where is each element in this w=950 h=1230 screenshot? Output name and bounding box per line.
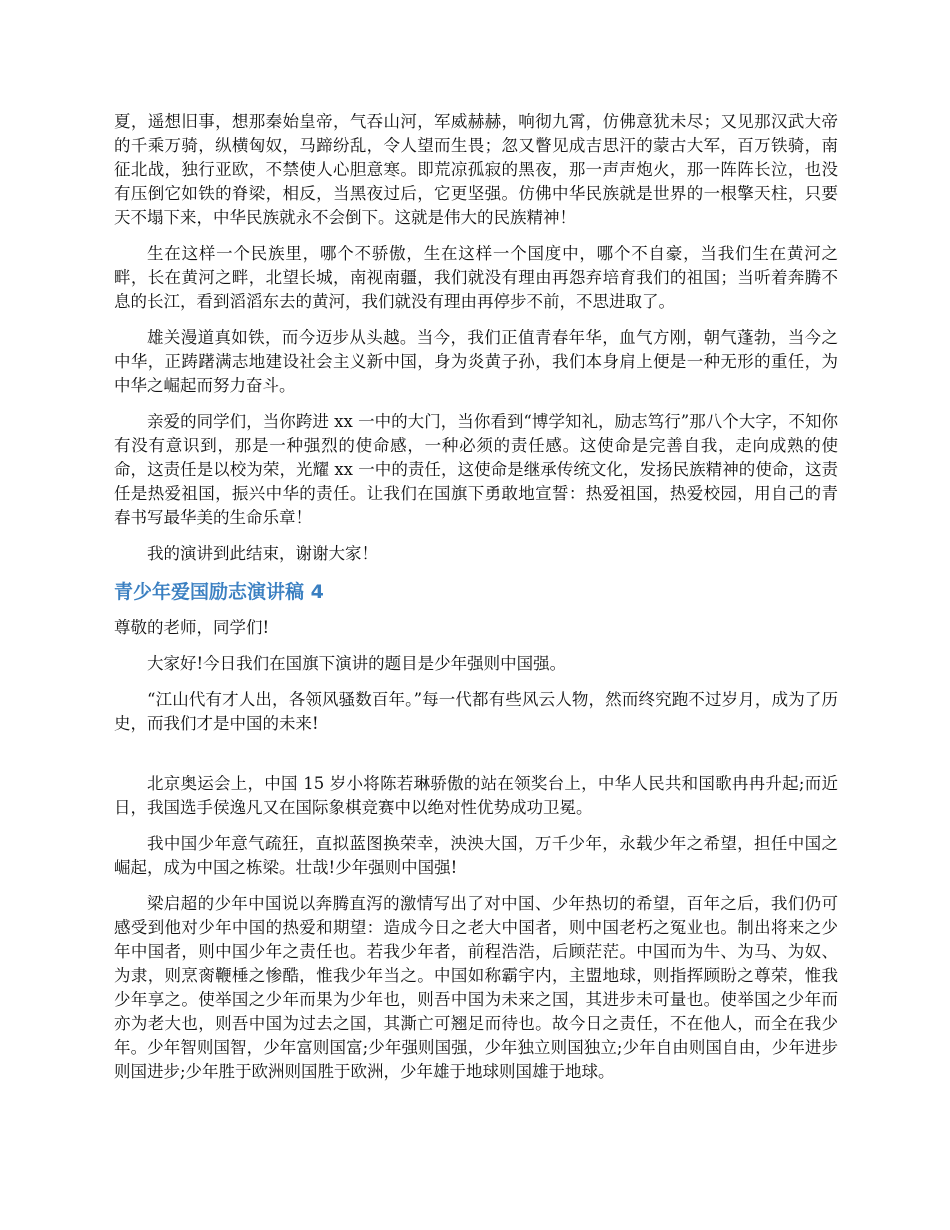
paragraph: 大家好!今日我们在国旗下演讲的题目是少年强则中国强。 bbox=[147, 654, 567, 673]
paragraph: “江山代有才人出，各领风骚数百年。”每一代都有些风云人物，然而终究跑不过岁月，成为了历史，而我们才是中国的未来! bbox=[114, 690, 838, 733]
greeting: 尊敬的老师，同学们! bbox=[114, 618, 270, 637]
paragraph: 我中国少年意气疏狂，直拟蓝图换荣幸，泱泱大国，万千少年，永载少年之希望，担任中国之崛起，成为中国之栋梁。壮哉!少年强则中国强! bbox=[114, 834, 838, 877]
paragraph: 雄关漫道真如铁，而今迈步从头越。当今，我们正值青春年华，血气方刚，朝气蓬勃，当今之中华，正踌躇满志地建设社会主义新中国，身为炎黄子孙，我们本身肩上便是一种无形的重任，为中华之崛起而努力奋斗。 bbox=[114, 328, 838, 395]
paragraph: 北京奥运会上，中国 15 岁小将陈若琳骄傲的站在领奖台上，中华人民共和国歌冉冉升起;而近日，我国选手侯逸凡又在国际象棋竞赛中以绝对性优势成功卫冕。 bbox=[114, 774, 838, 817]
paragraph-closing: 我的演讲到此结束，谢谢大家！ bbox=[147, 544, 378, 563]
paragraph: 生在这样一个民族里，哪个不骄傲，生在这样一个国度中，哪个不自豪，当我们生在黄河之畔，长在黄河之畔，北望长城，南视南疆，我们就没有理由再怨弃培育我们的祖国；当听着奔腾不息的长江，看到滔滔东去的黄河，我们就没有理由再停步不前，不思进取了。 bbox=[114, 244, 838, 311]
paragraph: 梁启超的少年中国说以奔腾直泻的激情写出了对中国、少年热切的希望，百年之后，我们仍可感受到他对少年中国的热爱和期望：造成今日之老大中国者，则中国老朽之冤业也。制出将来之少年中国者，则中国少年之责任也。若我少年者，前程浩浩，后顾茫茫。中国而为牛、为马、为奴、为隶，则烹脔鞭棰之惨酷，惟我少年当之。中国如称霸宇内，主盟地球，则指挥顾盼之尊荣，惟我少年享之。使举国之少年而果为少年也，则吾中国为未来之国，其进步未可量也。使举国之少年而亦为老大也，则吾中国为过去之国，其澌亡可翘足而待也。故今日之责任，不在他人，而全在我少年。少年智则国智，少年富则国富;少年强则国强，少年独立则国独立;少年自由则国自由，少年进步则国进步;少年胜于欧洲则国胜于欧洲，少年雄于地球则国雄于地球。 bbox=[114, 894, 838, 1081]
section-heading: 青少年爱国励志演讲稿 4 bbox=[114, 581, 324, 603]
paragraph: 亲爱的同学们，当你跨进 xx 一中的大门，当你看到“博学知礼，励志笃行”那八个大字，不知你有没有意识到，那是一种强烈的使命感，一种必须的责任感。这使命是完善自我，走向成熟的使命，这责任是以校为荣，光耀 xx 一中的责任，这使命是继承传统文化，发扬民族精神的使命，这责任是热爱祖国，振兴中华的责任。让我们在国旗下勇敢地宣誓：热爱祖国，热爱校园，用自己的青春书写最华美的生命乐章！ bbox=[114, 412, 838, 527]
blank-line bbox=[114, 748, 838, 772]
document-page bbox=[114, 110, 838, 1096]
paragraph-continued: 夏，遥想旧事，想那秦始皇帝，气吞山河，军威赫赫，响彻九霄，仿佛意犹未尽；又见那汉武大帝的千乘万骑，纵横匈奴，马蹄纷乱，令人望而生畏；忽又瞥见成吉思汗的蒙古大军，百万铁骑，南征北战，独行亚欧，不禁使人心胆意寒。即荒凉孤寂的黑夜，那一声声炮火，那一阵阵长泣，也没有压倒它如铁的脊梁，相反，当黑夜过后，它更坚强。仿佛中华民族就是世界的一根擎天柱，只要天不塌下来，中华民族就永不会倒下。这就是伟大的民族精神！ bbox=[114, 112, 838, 227]
